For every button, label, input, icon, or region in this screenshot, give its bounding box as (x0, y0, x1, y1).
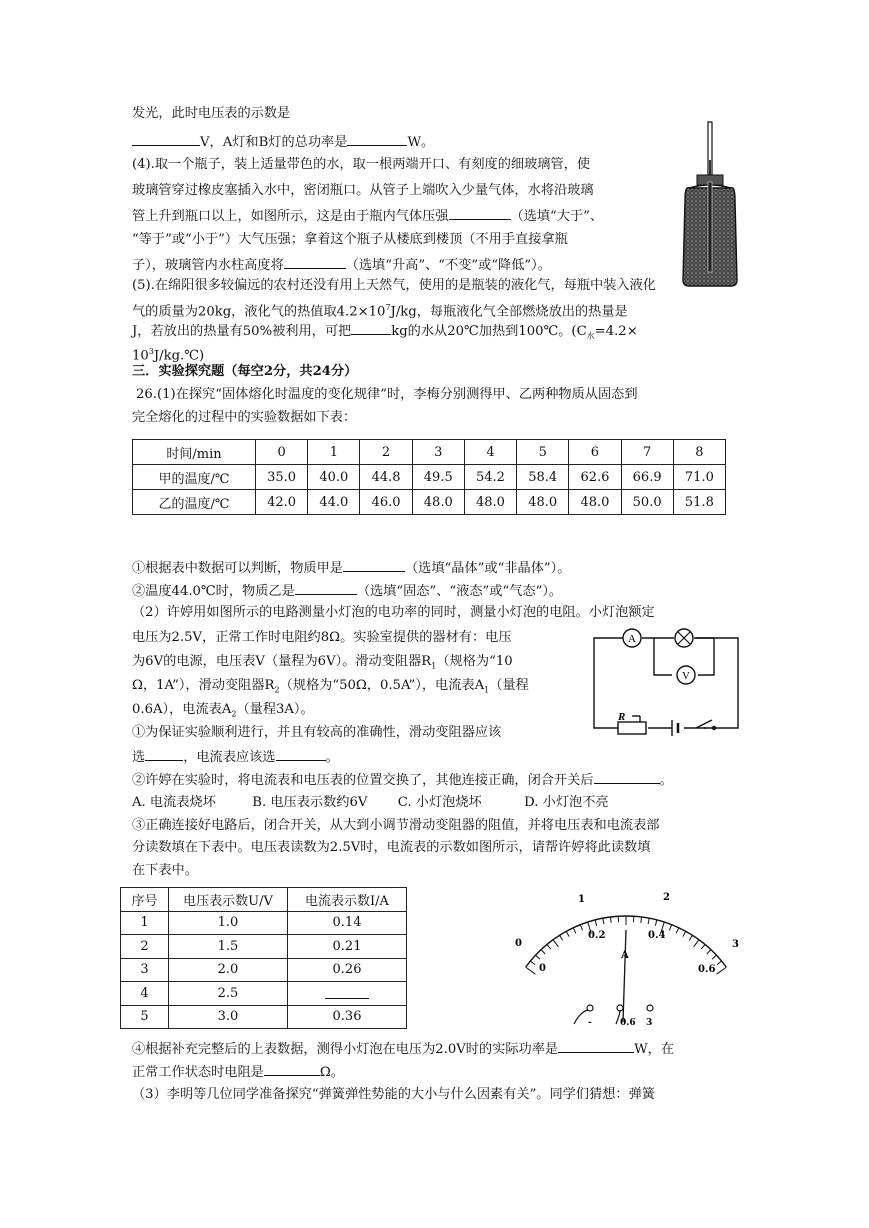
table-cell: 0 (256, 440, 308, 465)
table-cell: 0.36 (288, 1005, 407, 1029)
table-header-cell: 时间/min (133, 440, 256, 465)
dial-tick (553, 940, 558, 947)
dial-tick (648, 918, 649, 924)
table-cell: 49.5 (412, 465, 464, 490)
table-cell: 62.6 (569, 465, 621, 490)
circuit-diagram (588, 622, 744, 740)
q25-p5-line4: $10^3J/kg.℃$) (132, 347, 205, 364)
terminal-label: 3 (646, 1018, 653, 1028)
dial-tick (689, 935, 692, 940)
answer-blank[interactable] (284, 254, 346, 269)
table-cell: 44.8 (360, 465, 412, 490)
dial-tick (547, 944, 551, 949)
table-cell: 44.0 (308, 490, 360, 515)
q26-s3-line1: ③正确连接好电路后，闭合开关，从大到小调节滑动变阻器的阻值，并将电压表和电流表部 (132, 818, 660, 833)
dial-tick (707, 950, 711, 954)
table-cell: 48.0 (464, 490, 516, 515)
q26-p2-line7: 选 ，电流表应该选 。 (132, 746, 339, 768)
table-row (133, 490, 726, 515)
q25-p5-line1: (5).在绵阳很多较偏远的农村还没有用上天然气，使用的是瓶装的液化气，每瓶中装入液化 (132, 278, 656, 293)
table-header-cell: 序号 (121, 888, 169, 912)
q25-line1: 发光，此时电压表的示数是 (132, 106, 291, 121)
table-cell (288, 982, 407, 1006)
dial-tick (610, 917, 611, 923)
outer-scale-label: 2 (663, 892, 670, 903)
dial-tick (595, 920, 596, 926)
lamp-icon (675, 629, 693, 647)
table-cell: 4 (464, 440, 516, 465)
svg-text:V: V (682, 670, 690, 682)
table-cell: 5 (121, 1005, 169, 1029)
inner-scale-label: 0.4 (648, 930, 666, 941)
terminal-label: 0.6 (620, 1018, 636, 1028)
answer-blank[interactable] (594, 769, 660, 784)
terminal-icons (574, 1005, 653, 1024)
q25-p4-line1: (4).取一个瓶子，装上适量带色的水，取一根两端开口、有刻度的细玻璃管，使 (132, 157, 591, 172)
q26-p2-line4: Ω，1A”），滑动变阻器$R_2$（规格为“50Ω，0.5A”），电流表$A_1$（量程 (132, 678, 529, 695)
q26-s3-line2: 分读数填在下表中。电压表读数为2.5V时，电流表的示数如图所示，请帮许婷将此读数填 (132, 840, 651, 855)
q26-s4-line2: 正常工作状态时电阻是 Ω。 (132, 1061, 344, 1083)
table-row (133, 440, 726, 465)
answer-blank[interactable] (276, 746, 326, 761)
dial-tick (526, 967, 536, 974)
table-row-label: 乙的温度/℃ (133, 490, 256, 515)
dial-tick (701, 944, 705, 949)
dial-tick (573, 928, 576, 933)
table-cell: 4 (121, 982, 169, 1006)
q25-p5-line3: J，若放出的热量有50%被利用，可把 kg的水从20℃加热到100℃。($C_水=4.2\times$ (132, 320, 638, 347)
answer-blank[interactable] (343, 557, 405, 572)
inner-scale-label: 0.2 (588, 930, 606, 941)
table-cell: 1.5 (169, 935, 288, 959)
answer-blank[interactable] (132, 131, 200, 146)
answer-blank[interactable] (351, 320, 391, 335)
q26-p2-line1: （2）许婷用如图所示的电路测量小灯泡的电功率的同时，测量小灯泡的电阻。小灯泡额定 (132, 605, 655, 620)
dial-tick (536, 955, 540, 959)
dial-tick (676, 928, 679, 933)
q25-p5-line2: 气的质量为20kg，液化气的热值取$4.2\times 10^7J/kg$，每瓶液化气全部燃烧放出的热量是 (132, 303, 628, 320)
dial-tick (560, 935, 563, 940)
q26-intro-line2: 完全熔化的过程中的实验数据如下表： (132, 410, 357, 425)
answer-blank[interactable] (558, 1038, 634, 1053)
table-row (133, 465, 726, 490)
melting-data-table (132, 439, 726, 515)
option-a: A. 电流表烧坏 (132, 795, 216, 810)
table-cell: 6 (569, 440, 621, 465)
answer-blank[interactable] (449, 205, 511, 220)
answer-blank[interactable] (145, 746, 183, 761)
dial-tick (669, 925, 671, 931)
table-cell: 48.0 (412, 490, 464, 515)
q26-options (132, 793, 609, 813)
dial-tick (683, 931, 686, 936)
dial-tick (641, 917, 642, 923)
q25-p4-line3: 管上升到瓶口以上，如图所示，这是由于瓶内气体压强 （选填“大于”、 (132, 205, 603, 227)
option-d: D. 小灯泡不亮 (524, 795, 609, 810)
table-cell: 3 (121, 958, 169, 982)
q25-p4-line4: “等于”或“小于”）大气压强；拿着这个瓶子从楼底到楼顶（不用手直接拿瓶 (132, 232, 568, 247)
current-voltage-table (120, 887, 407, 1029)
outer-scale-label: 3 (732, 939, 739, 950)
inner-scale-label: 0.6 (698, 964, 716, 975)
table-cell: 3.0 (169, 1005, 288, 1029)
table-row (121, 888, 407, 912)
table-row (121, 982, 407, 1006)
terminal-label: - (588, 1018, 592, 1028)
dial-tick (530, 961, 535, 965)
option-b: B. 电压表示数约6V (252, 795, 368, 810)
table-cell: 0.21 (288, 935, 407, 959)
table-header-cell: 电压表示数U/V (169, 888, 288, 912)
table-cell: 54.2 (464, 465, 516, 490)
table-cell: 1 (308, 440, 360, 465)
dial-tick (566, 931, 569, 936)
table-cell: 2 (360, 440, 412, 465)
bottle-tube-figure (675, 120, 747, 290)
table-cell: 40.0 (308, 465, 360, 490)
table-cell: 0.14 (288, 911, 407, 935)
table-cell: 0.26 (288, 958, 407, 982)
answer-blank[interactable] (264, 1061, 320, 1076)
table-cell: 2.5 (169, 982, 288, 1006)
q25-p4-line2: 玻璃管穿过橡皮塞插入水中，密闭瓶口。从管子上端吹入少量气体，水将沿玻璃 (132, 183, 594, 198)
rheostat-label: R (618, 711, 626, 723)
table-cell: 42.0 (256, 490, 308, 515)
table-cell: 48.0 (517, 490, 569, 515)
dial-tick (603, 918, 604, 924)
table-cell: 35.0 (256, 465, 308, 490)
answer-blank[interactable] (295, 580, 357, 595)
q26-s2-question: ②许婷在实验时，将电流表和电压表的位置交换了，其他连接正确，闭合开关后 。 (132, 769, 673, 791)
ammeter-icon (623, 629, 641, 647)
table-cell: 71.0 (673, 465, 725, 490)
inner-scale-label: 0 (539, 963, 546, 974)
answer-blank[interactable] (325, 984, 369, 999)
q26-intro-line1: 26.(1)在探究“固体熔化时温度的变化规律”时，李梅分别测得甲、乙两种物质从固态到 (136, 387, 638, 402)
q26-p2-line3: 为6V的电源，电压表V（量程为6V）。滑动变阻器$R_1$（规格为“10 (132, 654, 513, 671)
table-cell: 46.0 (360, 490, 412, 515)
table-cell: 2.0 (169, 958, 288, 982)
voltmeter-icon (677, 666, 695, 684)
outer-scale-label: 0 (515, 938, 522, 949)
q26-s2: ②温度44.0℃时，物质乙是 （选填“固态”、“液态”或“气态”）。 (132, 580, 562, 602)
outer-scale-label: 1 (578, 894, 585, 905)
q25-line2: V，A灯和B灯的总功率是 W。 (132, 131, 434, 153)
ammeter-dial-figure (508, 888, 748, 1030)
q26-p2-line2: 电压为2.5V，正常工作时电阻约8Ω。实验室提供的器材有：电压 (132, 630, 512, 645)
table-cell: 8 (673, 440, 725, 465)
answer-blank[interactable] (347, 131, 407, 146)
dial-tick (717, 961, 722, 965)
q25-p4-line5: 子），玻璃管内水柱高度将 （选填“升高”、“不变”或“降低”）。 (132, 254, 551, 276)
table-cell: 1.0 (169, 911, 288, 935)
dial-tick (694, 940, 699, 947)
table-cell: 3 (412, 440, 464, 465)
q26-s1: ①根据表中数据可以判断，物质甲是 （选填“晶体”或“非晶体”）。 (132, 557, 570, 579)
section-title: 三．实验探究题（每空2分，共24分） (132, 364, 358, 379)
dial-tick (655, 920, 656, 926)
table-cell: 66.9 (621, 465, 673, 490)
q26-s3-line3: 在下表中。 (132, 863, 198, 878)
table-row (121, 958, 407, 982)
table-cell: 5 (517, 440, 569, 465)
q26-p2-line6: ①为保证实验顺利进行，并且有较高的准确性，滑动变阻器应该 (132, 725, 502, 740)
table-row-label: 甲的温度/℃ (133, 465, 256, 490)
unit-label: A (621, 950, 629, 961)
table-header-cell: 电流表示数I/A (288, 888, 407, 912)
q26-p3: （3）李明等几位同学准备探究“弹簧弹性势能的大小与什么因素有关”。同学们猜想：弹簧 (132, 1087, 655, 1102)
dial-tick (717, 967, 727, 974)
table-cell: 48.0 (569, 490, 621, 515)
q26-p2-line5: 0.6A），电流表$A_2$（量程3A）。 (132, 702, 314, 719)
table-cell: 50.0 (621, 490, 673, 515)
table-cell: 1 (121, 911, 169, 935)
dial-tick (541, 950, 545, 954)
table-cell: 51.8 (673, 490, 725, 515)
table-row (121, 1005, 407, 1029)
table-cell: 58.4 (517, 465, 569, 490)
option-c: C. 小灯泡烧坏 (397, 795, 482, 810)
q26-s4-line1: ④根据补充完整后的上表数据，测得小灯泡在电压为2.0V时的实际功率是 W，在 (132, 1038, 674, 1060)
table-row (121, 935, 407, 959)
table-cell: 2 (121, 935, 169, 959)
table-cell: 7 (621, 440, 673, 465)
dial-tick (580, 925, 582, 931)
table-row (121, 911, 407, 935)
dial-tick (712, 955, 716, 959)
svg-text:A: A (628, 633, 636, 645)
